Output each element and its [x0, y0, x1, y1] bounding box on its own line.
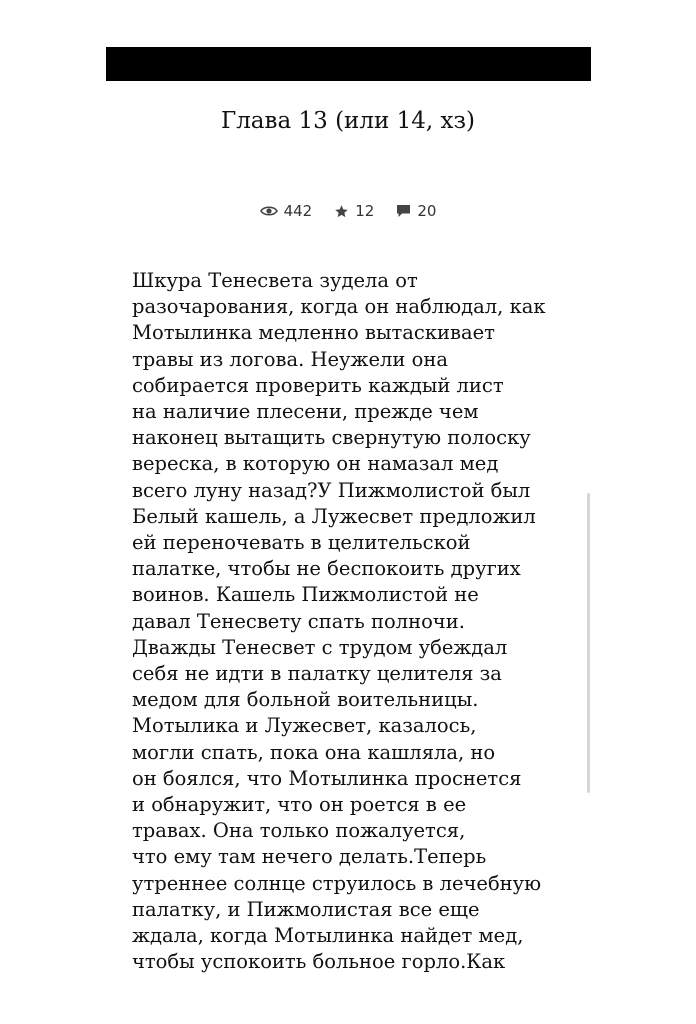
chapter-title: Глава 13 (или 14, хз): [220, 108, 476, 134]
comment-icon: [396, 204, 411, 218]
views-stat: [260, 202, 313, 220]
story-line: чтобы успокоить больное горло.Как: [132, 950, 506, 974]
top-black-bar: [106, 47, 591, 81]
story-text: [132, 268, 572, 975]
scrollbar[interactable]: [587, 493, 590, 793]
story-line: Мотылинка медленно вытаскивает: [132, 321, 495, 345]
votes-stat: [334, 202, 374, 220]
story-line: утреннее солнце струилось в лечебную: [132, 871, 542, 895]
views-count: 442: [283, 202, 313, 220]
story-line: Дважды Тенесвет с трудом убеждал: [132, 635, 508, 659]
story-line: что ему там нечего делать.Теперь: [132, 845, 487, 869]
comments-stat: [396, 202, 436, 220]
story-line: давал Тенесвету спать полночи.: [132, 609, 465, 633]
story-line: он боялся, что Мотылинка проснется: [132, 766, 522, 790]
story-line: всего луну назад?У Пижмолистой был: [132, 478, 531, 502]
votes-count: 12: [355, 202, 375, 220]
story-line: вереска, в которую он намазал мед: [132, 452, 499, 476]
story-line: ей переночевать в целительской: [132, 531, 471, 555]
story-line: воинов. Кашель Пижмолистой не: [132, 583, 479, 607]
story-line: палатке, чтобы не беспокоить других: [132, 557, 521, 581]
star-icon: [334, 204, 349, 219]
story-line: на наличие плесени, прежде чем: [132, 400, 479, 424]
story-line: собирается проверить каждый лист: [132, 373, 504, 397]
story-line: Белый кашель, а Лужесвет предложил: [132, 504, 536, 528]
comments-count: 20: [417, 202, 437, 220]
eye-icon: [260, 205, 278, 217]
story-line: Шкура Тенесвета зудела от: [132, 269, 418, 292]
story-line: палатку, и Пижмолистая все еще: [132, 897, 480, 921]
story-line: травы из логова. Неужели она: [132, 347, 448, 371]
chapter-stats: [0, 202, 696, 220]
story-line: наконец вытащить свернутую полоску: [132, 426, 531, 450]
story-line: травах. Она только пожалуется,: [132, 819, 466, 843]
story-line: медом для больной воительницы.: [132, 688, 479, 712]
story-line: Мотылика и Лужесвет, казалось,: [132, 714, 477, 738]
story-line: разочарования, когда он наблюдал, как: [132, 295, 546, 319]
story-line: и обнаружит, что он роется в ее: [132, 793, 467, 817]
story-line: себя не идти в палатку целителя за: [132, 662, 502, 686]
story-line: могли спать, пока она кашляла, но: [132, 740, 496, 764]
story-line: ждала, когда Мотылинка найдет мед,: [132, 924, 524, 948]
